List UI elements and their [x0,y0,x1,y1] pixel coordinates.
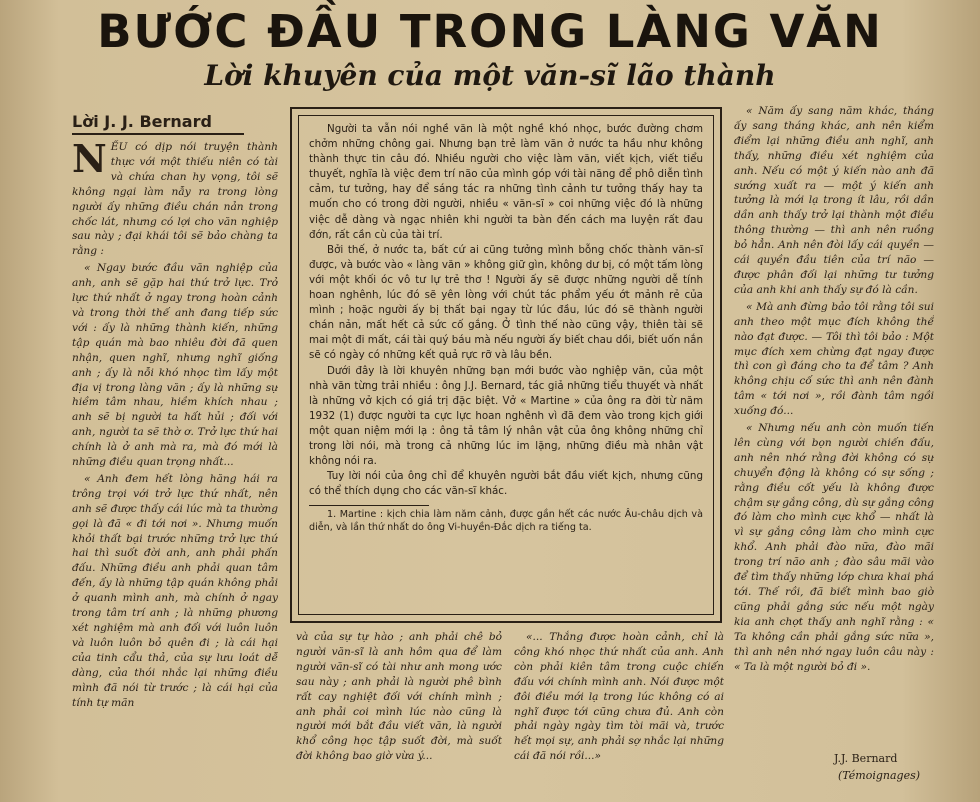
paragraph: « Nhưng nếu anh còn muốn tiến lên cùng với bọn người chiến đấu, anh nên nhớ rằng đời không có sự chuyển động là không có sự sống ; rằng điều cốt yếu là không được chậm sự gắng công, dù sự gắng công đó làm cho mình cực khổ — nhất là vì sự gắng công làm cho mình cực khổ. Anh phải đào nữa, đào mãi trong trí não anh ; đào sâu mãi vào để tìm thấy những lớp chưa khai phá tới. Thế rồi, đã biết mình bao giờ cũng phải gắng sức nếu một ngày kia anh chợt thấy anh nghĩ rằng : « Ta không cần phải gắng sức nữa », thì anh nên nhớ ngay luôn câu này : « Ta là một người bỏ đi ». [734,422,934,673]
footnote: 1. Martine : kịch chia làm năm cảnh, được gần hết các nước Âu-châu dịch và diễn, và lần thứ nhất do ông Vi-huyền-Đắc dịch ra tiếng ta. [309,509,703,534]
box-paragraph: Bởi thế, ở nước ta, bất cứ ai cũng tưởng mình bỗng chốc thành văn-sĩ được, và bước vào « làng văn » không giữ gìn, không dư bị, có một tấm lòng với một khối óc vô tư lự trẻ thơ ! Người ấy sẽ được những người dễ tính hoan nghênh, lúc đó sẽ yên lòng với chút tác phẩm yếu ớt mảnh rẻ của mình ; hoặc người ấy bị thất bại ngay từ lúc đầu, lúc đó sẽ thành người chán nản, mất hết cả sức cố gắng. Ở tình thế nào cũng vậy, thiên tài sẽ mai một đi mất, cái tài quý báu mà nếu người ấy biết chau dồi, biết uốn nắn sẽ có ngày có những kết quả rực rỡ và lâu bền. [309,243,703,362]
byline: Lời J. J. Bernard [72,112,244,135]
paragraph: « Mà anh đừng bảo tôi rằng tôi sui anh theo một mục đích không thể nào đạt được. — Tôi thì tôi bảo : Một mục đích xem chừng đạt ngay được thì con gì đáng cho ta để tâm ? Anh không chịu cố sức thì anh nên đành tâm « tới nơi », rồi đành tâm ngồi xuống đó... [734,300,934,418]
box-paragraph: Tuy lời nói của ông chỉ để khuyên người bắt đầu viết kịch, nhưng cũng có thể thích dụng cho các văn-sĩ khác. [309,470,703,498]
box-paragraph: Người ta vẫn nói nghề văn là một nghề khó nhọc, bước đường chơm chởm những chông gai. Nhưng bạn trẻ làm văn ở nước ta hầu như không thành thực tin câu đó. Nhiều người cho việc làm văn, viết kịch, viết tiểu thuyết, nghĩa là việc đem trí não của mình góp với tài năng để phô diễn tình cảm, tư tưởng, hay để sáng tác ra những tình cảnh tư tưởng thấy hay ta muốn cho có trong đời người, nhiều « văn-sĩ » coi những việc đó là những việc dễ dàng và ngạc nhiên khi người ta bàn đến cách ma luyện rất đau đớn, rất cần cù của tài trí. [309,123,703,241]
editorial-box [290,107,722,623]
signature-source: (Témoignages) [838,769,921,782]
paragraph: và của sự tự hào ; anh phải chê bỏ người văn-sĩ là anh hôm qua để làm người văn-sĩ có tài như anh mong ước sau này ; anh phải là người phê bình rất cay nghiệt đối với chính mình ; anh phải coi mình lúc nào cũng là người mới bắt đầu viết văn, là người khổ công học tập suốt đời, mà suốt đời không bao giờ vừa ý... [296,631,502,763]
paragraph: «... Thắng được hoàn cảnh, chỉ là công khó nhọc thứ nhất của anh. Anh còn phải kiên tâm trong cuộc chiến đấu với chính mình anh. Nói được một đôi điều mới lạ trong lúc không có ai nghĩ được tới cũng chưa đủ. Anh còn phải ngày ngày tìm tòi mãi và, trước hết mọi sự, anh phải sợ nhắc lại những cái đã nói rồi...» [514,631,724,763]
column-middle-left [296,630,502,802]
column-middle-right [514,630,724,802]
signature-name: J.J. Bernard [834,752,898,765]
paragraph-intro: NẾU có dịp nói truyện thành thực với một thiếu niên có tài và chứa chan hy vọng, tôi sẽ không ngại làm nẫy ra trong lòng người ấy những điều chán nản trong chốc lát, nhưng có lợi cho văn nghiệp sau này ; đại khái tôi sẽ bảo chàng ta rằng : [72,140,278,258]
editorial-box-inner [298,115,714,615]
paragraph: « Ngay bước đầu văn nghiệp của anh, anh sẽ gặp hai thứ trở lực. Trở lực thứ nhất ở ngay trong hoàn cảnh và trong thời thế anh đang tiếp sức với : ấy là những thành kiến, những tập quán mà bao nhiêu đời đã quen nhận, quen nghĩ, nhưng nghĩ giống anh ; ấy là nỗi khó nhọc tìm lấy một địa vị trong làng văn ; ấy là những sự hiềm tâm nhau, hiềm khích nhau ; anh sẽ bị người ta hất hủi ; đối với anh, người ta sẽ thờ ơ. Trở lực thứ hai chính là ở anh mà ra, mà đó mới là những điều quan trọng nhất... [72,262,278,469]
column-left [72,140,278,802]
drop-cap: N [72,140,107,181]
footnote-rule [309,505,429,506]
headline: BƯỚC ĐẦU TRONG LÀNG VĂN [97,5,883,58]
column-right [734,104,934,750]
paragraph: « Năm ấy sang năm khác, tháng ấy sang tháng khác, anh nên kiểm điểm lại những điều anh nghĩ, anh thấy, những điều xét nghiệm của anh. Nếu có một ý kiến nào anh đã sướng xuất ra — một ý kiến anh tưởng là mới lạ trong ít lâu, rồi dần dần anh thấy trở lại thành một điều thông thường — thì anh nên ruồng bỏ hẳn. Anh nên đòi lấy cái quyền — cái quyền đầu tiên của trí não — được phân đối lại những tư tưởng của anh khi anh thấy sự đó là cần. [734,105,934,296]
paragraph: « Anh đem hết lòng hăng hái ra trông trọi với trở lực thứ nhất, nên anh sẽ được thấy cái lúc mà ta thường gọi là đã « đi tới nơi ». Nhưng muốn khỏi thất bại trước những trở lực thứ hai thì suốt đời anh, anh phải phấn đấu. Những điều anh phải quan tâm đến, ấy là những tập quán không phải ở quanh mình anh, mà chính ở ngay trong tâm trí anh ; là những phương xét nghiệm mà anh đối với luôn luôn và luôn luôn bỏ quên đi ; là cái hại của tinh cẩu thả, của sự lưu loát dễ dàng, của thói nhắc lại những điều mình đã nói từ trước ; là cái hại của tính tự mãn [72,472,278,709]
box-paragraph: Dưới đây là lời khuyên những bạn mới bước vào nghiệp văn, của một nhà văn từng trải nhiều : ông J.J. Bernard, tác giả những tiểu thuyết và nhất là những vở kịch có giá trị đặc biệt. Vở « Martine » của ông ra đời từ năm 1932 (1) được người ta cực lực hoan nghênh vì đã đem vào trong kịch giới một quan niệm mới lạ : ông tả tâm lý nhân vật của ông không những chỉ trong lời nói, mà trong cả những lúc im lặng, những điều mà nhân vật không nói ra. [309,364,703,468]
subheadline: Lời khuyên của một văn-sĩ lão thành [204,59,776,92]
